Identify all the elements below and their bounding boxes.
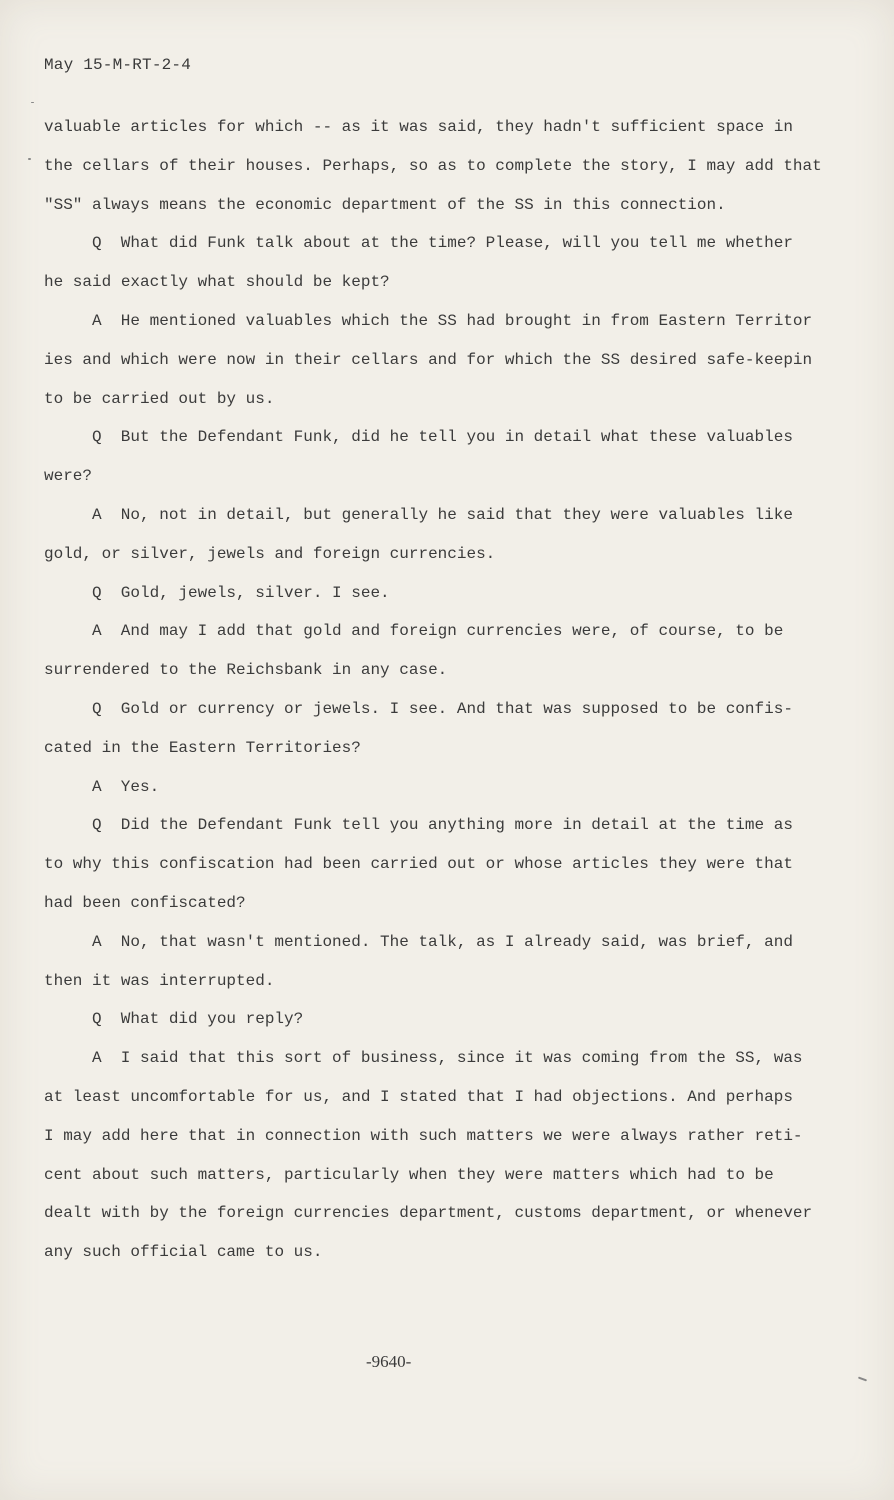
text-line: the cellars of their houses. Perhaps, so as to complete the story, I may add that [44,156,822,175]
text-line: dealt with by the foreign currencies department, customs department, or whenever [44,1204,813,1223]
text-line: A I said that this sort of business, since it was coming from the SS, was [92,1049,803,1068]
text-line: Q But the Defendant Funk, did he tell you in detail what these valuables [92,428,793,447]
paper-speck [858,1377,867,1382]
text-line: surrendered to the Reichsbank in any case. [44,661,448,680]
text-line: at least uncomfortable for us, and I stated that I had objections. And perhaps [44,1087,793,1106]
document-body [44,108,844,1272]
text-line: A Yes. [92,777,160,796]
text-line: Q What did you reply? [92,1010,304,1029]
page-number: -9640- [366,1352,412,1371]
text-line: A He mentioned valuables which the SS had brought in from Eastern Territor [92,311,813,330]
paper-speck [28,158,31,160]
text-line: A And may I add that gold and foreign currencies were, of course, to be [92,622,784,641]
text-line: A No, not in detail, but generally he said that they were valuables like [92,505,793,524]
text-line: A No, that wasn't mentioned. The talk, as I already said, was brief, and [92,932,793,951]
text-line: "SS" always means the economic department of the SS in this connection. [44,195,726,214]
text-line: were? [44,467,93,486]
text-line: to be carried out by us. [44,389,275,408]
text-line: Q Did the Defendant Funk tell you anything more in detail at the time as [92,816,793,835]
text-line: Q What did Funk talk about at the time? Please, will you tell me whether [92,234,793,253]
text-line: Q Gold or currency or jewels. I see. And that was supposed to be confis- [92,699,793,718]
text-line: Q Gold, jewels, silver. I see. [92,583,390,602]
text-line: any such official came to us. [44,1243,323,1262]
text-line: ies and which were now in their cellars and for which the SS desired safe-keepin [44,350,813,369]
text-line: he said exactly what should be kept? [44,273,390,292]
document-header: May 15-M-RT-2-4 [44,56,192,74]
text-line: I may add here that in connection with such matters we were always rather reti- [44,1126,803,1145]
text-line: cent about such matters, particularly when they were matters which had to be [44,1165,774,1184]
text-line: valuable articles for which -- as it was said, they hadn't sufficient space in [44,118,793,136]
text-line: to why this confiscation had been carried out or whose articles they were that [44,855,793,874]
paper-speck [31,102,34,103]
text-line: then it was interrupted. [44,971,275,990]
text-line: gold, or silver, jewels and foreign currencies. [44,544,496,563]
text-line: had been confiscated? [44,893,246,912]
text-line: cated in the Eastern Territories? [44,738,361,757]
